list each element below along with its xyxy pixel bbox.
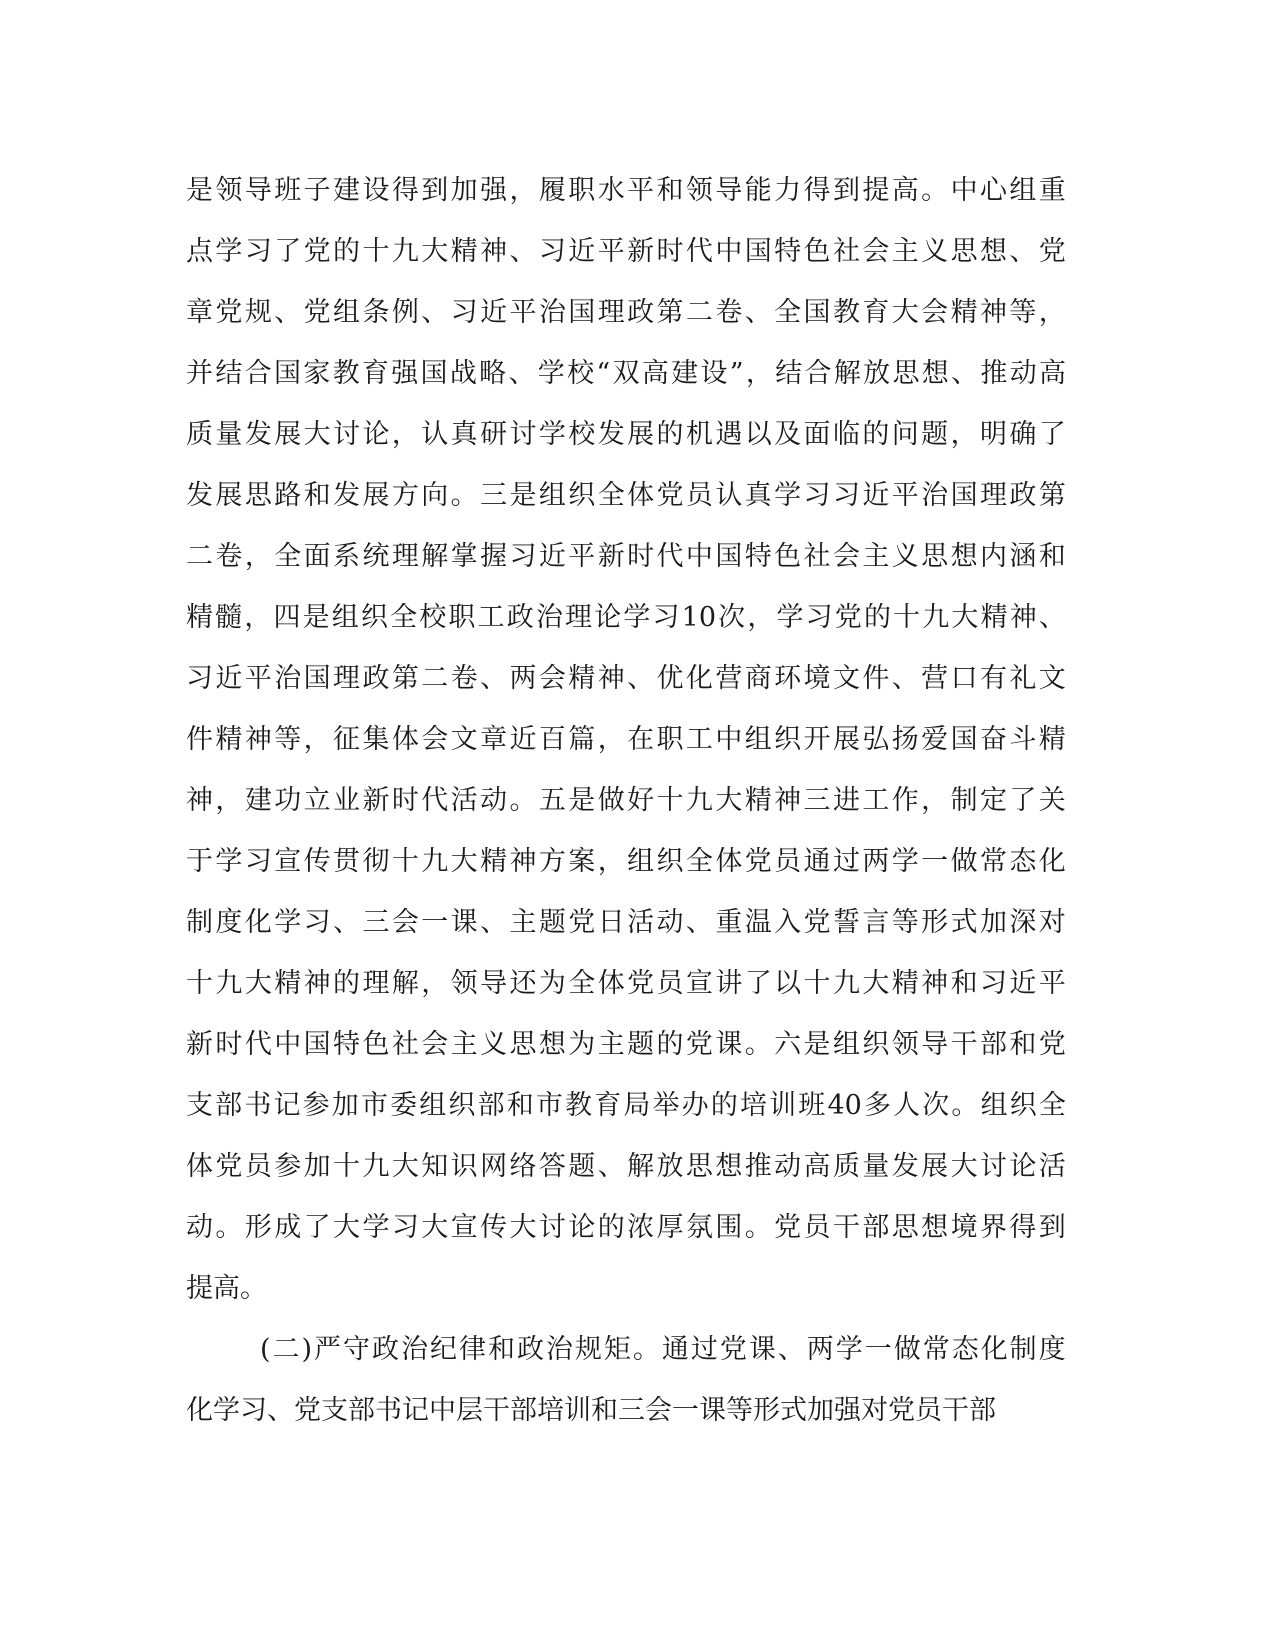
- document-body: [186, 160, 1066, 1441]
- text-line: 支 部 书 记 参 加 市 委 组 织 部 和 市 教 育 局 举 办 的 培 训 班 40 多 人 次 。 组 织 全: [186, 1090, 1066, 1121]
- text-line: 点 学 习 了 党 的 十 九 大 精 神 、 习 近 平 新 时 代 中 国 特 色 社 会 主 义 思 想 、 党: [186, 236, 1066, 267]
- text-line: 制 度 化 学 习 、 三 会 一 课 、 主 题 党 日 活 动 、 重 温 入 党 誓 言 等 形 式 加 深 对: [186, 907, 1066, 938]
- text-line: ( 二 ) 严 守 政 治 纪 律 和 政 治 规 矩 。 通 过 党 课 、 两 学 一 做 常 态 化 制 度: [260, 1334, 1066, 1365]
- text-line: 化学习、党支部书记中层干部培训和三会一课等形式加强对党员干部: [186, 1395, 996, 1426]
- text-line: 是 领 导 班 子 建 设 得 到 加 强 ， 履 职 水 平 和 领 导 能 力 得 到 提 高 。 中 心 组 重: [186, 175, 1066, 206]
- text-line: 习 近 平 治 国 理 政 第 二 卷 、 两 会 精 神 、 优 化 营 商 环 境 文 件 、 营 口 有 礼 文: [186, 663, 1066, 694]
- text-line: 并 结 合 国 家 教 育 强 国 战 略 、 学 校 “ 双 高 建 设 ” ， 结 合 解 放 思 想 、 推 动 高: [186, 358, 1066, 389]
- text-line: 十 九 大 精 神 的 理 解 ， 领 导 还 为 全 体 党 员 宣 讲 了 以 十 九 大 精 神 和 习 近 平: [186, 968, 1066, 999]
- text-line: 提高。: [186, 1273, 267, 1304]
- paragraph-1: [186, 160, 1066, 1319]
- text-line: 章 党 规 、 党 组 条 例 、 习 近 平 治 国 理 政 第 二 卷 、 全 国 教 育 大 会 精 神 等 ，: [186, 297, 1066, 328]
- text-line: 动 。 形 成 了 大 学 习 大 宣 传 大 讨 论 的 浓 厚 氛 围 。 党 员 干 部 思 想 境 界 得 到: [186, 1212, 1066, 1243]
- text-line: 件 精 神 等 ， 征 集 体 会 文 章 近 百 篇 ， 在 职 工 中 组 织 开 展 弘 扬 爱 国 奋 斗 精: [186, 724, 1066, 755]
- text-line: 于 学 习 宣 传 贯 彻 十 九 大 精 神 方 案 ， 组 织 全 体 党 员 通 过 两 学 一 做 常 态 化: [186, 846, 1066, 877]
- text-line: 新 时 代 中 国 特 色 社 会 主 义 思 想 为 主 题 的 党 课 。 六 是 组 织 领 导 干 部 和 党: [186, 1029, 1066, 1060]
- text-line: 神 ， 建 功 立 业 新 时 代 活 动 。 五 是 做 好 十 九 大 精 神 三 进 工 作 ， 制 定 了 关: [186, 785, 1066, 816]
- text-line: 二 卷 ， 全 面 系 统 理 解 掌 握 习 近 平 新 时 代 中 国 特 色 社 会 主 义 思 想 内 涵 和: [186, 541, 1066, 572]
- text-line: 质 量 发 展 大 讨 论 ， 认 真 研 讨 学 校 发 展 的 机 遇 以 及 面 临 的 问 题 ， 明 确 了: [186, 419, 1066, 450]
- text-line: 精 髓 ， 四 是 组 织 全 校 职 工 政 治 理 论 学 习 10 次 ， 学 习 党 的 十 九 大 精 神 、: [186, 602, 1066, 633]
- text-line: 发 展 思 路 和 发 展 方 向 。 三 是 组 织 全 体 党 员 认 真 学 习 习 近 平 治 国 理 政 第: [186, 480, 1066, 511]
- paragraph-2: [186, 1319, 1066, 1441]
- text-line: 体 党 员 参 加 十 九 大 知 识 网 络 答 题 、 解 放 思 想 推 动 高 质 量 发 展 大 讨 论 活: [186, 1151, 1066, 1182]
